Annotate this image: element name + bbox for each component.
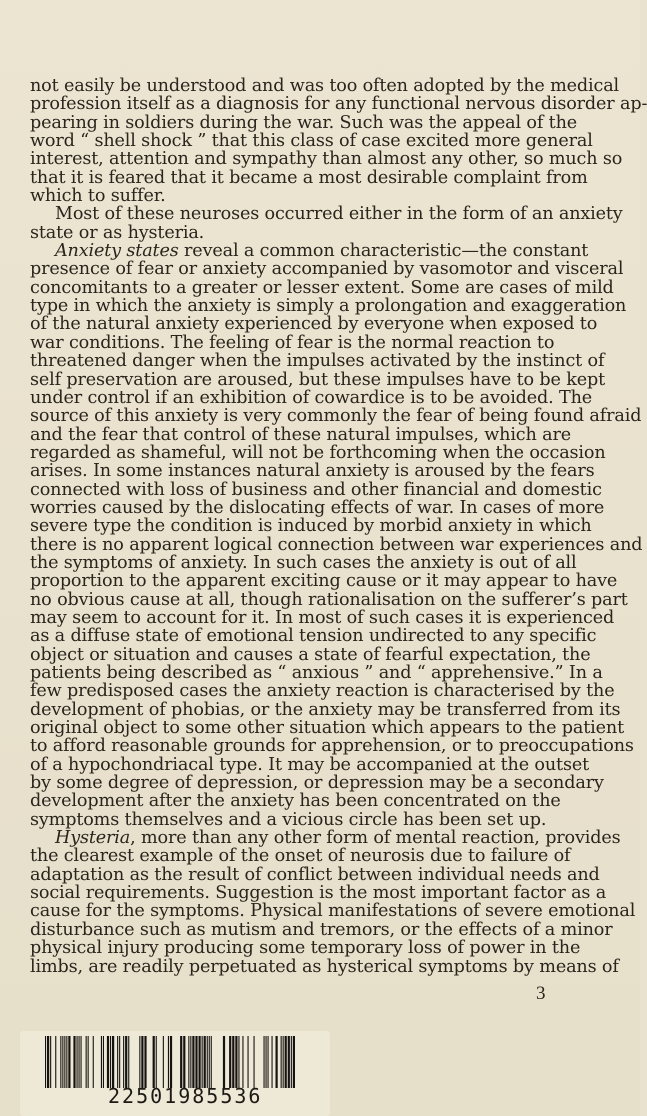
barcode-bar [188,1036,189,1088]
text-line: object or situation and causes a state of fearful expectation, the [30,644,591,665]
barcode-bar [47,1036,49,1088]
barcode-bar [285,1036,287,1088]
barcode-bar [110,1036,111,1088]
page-number: 3 [536,983,546,1004]
text-line: no obvious cause at all, though rationalisation on the sufferer’s part [30,589,628,610]
text-line: and the fear that control of these natural impulses, which are [30,424,571,445]
barcode-bar [45,1036,46,1088]
barcode-bar [156,1036,157,1088]
barcode-bar [112,1036,114,1088]
text-line: connected with loss of business and other financial and domestic [30,479,602,500]
text-line: regarded as shameful, will not be forthcoming when the occasion [30,442,606,463]
barcode-bar [183,1036,185,1088]
text-line: development of phobias, or the anxiety may be transferred from its [30,699,621,720]
barcode-bar [86,1036,87,1088]
barcode-bar [153,1036,155,1088]
barcode-bar [168,1036,169,1088]
text-line: war conditions. The feeling of fear is the normal reaction to [30,332,555,353]
text-line: symptoms themselves and a vicious circle has been set up. [30,809,547,830]
text-line: original object to some other situation which appears to the patient [30,718,624,739]
text-line: may seem to account for it. In most of such cases it is experienced [30,607,615,628]
barcode-bar [195,1036,197,1088]
text-line: arises. In some instances natural anxiety is aroused by the fears [30,461,595,482]
barcode-bar [264,1036,265,1088]
barcode-bar [291,1036,292,1088]
text-line: source of this anxiety is very commonly the fear of being found afraid [30,406,642,427]
text-line: few predisposed cases the anxiety reaction is characterised by the [30,681,615,702]
text-line: physical injury producing some temporary loss of power in the [30,938,581,959]
text-line: there is no apparent logical connection between war experiences and [30,534,643,555]
text-line: pearing in soldiers during the war. Such was the appeal of the [30,112,578,133]
barcode-bar [180,1036,182,1088]
text-line: patients being described as “ anxious ” and “ apprehensive.” In a [30,663,603,683]
barcode-bar [170,1036,172,1088]
text-line: threatened danger when the impulses activated by the instinct of [30,351,605,372]
barcode-bar [77,1036,78,1088]
text-line: Most of these neuroses occurred either in the form of an anxiety [55,204,623,225]
barcode-bar [163,1036,164,1088]
barcode-bar [55,1036,56,1088]
text-line: of a hypochondriacal type. It may be accompanied at the outset [30,754,590,775]
text-line: proportion to the apparent exciting cause or it may appear to have [30,571,618,592]
text-line: development after the anxiety has been concentrated on the [30,791,561,812]
barcode-bar [103,1036,104,1088]
barcode-bar [128,1036,129,1088]
text-line: limbs, are readily perpetuated as hysterical symptoms by means of [30,956,619,977]
text-line: type in which the anxiety is simply a prolongation and exaggeration [30,296,627,317]
text-line: the clearest example of the onset of neurosis due to failure of [30,846,571,867]
barcode-bar [117,1036,118,1088]
text-line: severe type the condition is induced by morbid anxiety in which [30,516,592,537]
barcode-bar [242,1036,243,1088]
barcode-bar [141,1036,143,1088]
text-line: worries caused by the dislocating effects of war. In cases of more [30,497,605,518]
barcode-bar [79,1036,80,1088]
text-line: the symptoms of anxiety. In such cases the anxiety is out of all [30,552,577,573]
barcode-bar [107,1036,109,1088]
barcode-bar [232,1036,234,1088]
barcode-bar [199,1036,201,1088]
barcode-bar [211,1036,212,1088]
barcode-number: 22501985536 [108,1084,263,1108]
barcode-bar [238,1036,239,1088]
barcode-bar [272,1036,273,1088]
text-line: social requirements. Suggestion is the most important factor as a [30,883,607,904]
barcode-bar [123,1036,124,1088]
barcode-bar [283,1036,284,1088]
text-line: interest, attention and sympathy than almost any other, so much so [30,149,623,170]
barcode-bar [288,1036,290,1088]
barcode-bar [229,1036,231,1088]
barcode-bar [190,1036,191,1088]
barcode-bar [235,1036,237,1088]
barcode-bar [276,1036,278,1088]
text-line: to afford reasonable grounds for apprehension, or to preoccupations [30,736,634,757]
barcode-bar [204,1036,206,1088]
text-line: Anxiety states reveal a common characteristic—the constant [55,241,589,262]
barcode-bar [81,1036,82,1088]
text-line: state or as hysteria. [30,222,205,243]
barcode-bar [64,1036,65,1088]
barcode-bar [73,1036,75,1088]
text-line: disturbance such as mutism and tremors, or the effects of a minor [30,919,613,940]
barcode-bar [192,1036,194,1088]
barcode-bar [88,1036,89,1088]
text-line: not easily be understood and was too often adopted by the medical [30,76,620,96]
barcode-bar [139,1036,140,1088]
barcode-bar [248,1036,249,1088]
text-line: that it is feared that it became a most desirable complaint from [30,167,588,188]
text-line: of the natural anxiety experienced by everyone when exposed to [30,314,598,335]
text-line: adaptation as the result of conflict between individual needs and [30,864,600,885]
barcode-bar [144,1036,146,1088]
barcode-bar [207,1036,208,1088]
barcode-bar [266,1036,267,1088]
barcode-bar [66,1036,67,1088]
barcode-bar [254,1036,255,1088]
body-text [30,76,647,977]
barcode-bar [125,1036,127,1088]
barcode-bar [50,1036,51,1088]
text-line: presence of fear or anxiety accompanied by vasomotor and visceral [30,259,624,280]
barcode-bar [101,1036,102,1088]
text-line: by some degree of depression, or depression may be a secondary [30,773,604,794]
barcode-bar [268,1036,269,1088]
text-line: profession itself as a diagnosis for any functional nervous disorder ap- [30,94,647,115]
barcode-bar [223,1036,225,1088]
barcode-bar [281,1036,282,1088]
text-line: concomitants to a greater or lesser extent. Some are cases of mild [30,277,614,298]
text-line: under control if an exhibition of cowardice is to be avoided. The [30,387,593,408]
barcode-bar [68,1036,70,1088]
text-line: cause for the symptoms. Physical manifestations of severe emotional [30,901,636,922]
barcode-bar [202,1036,203,1088]
text-line: self preservation are aroused, but these impulses have to be kept [30,369,606,390]
text-line: which to suffer. [30,186,166,207]
barcode-bar [209,1036,210,1088]
text-line: Hysteria, more than any other form of mental reaction, provides [55,828,621,849]
barcode-bar [293,1036,295,1088]
barcode-bar [62,1036,63,1088]
barcode-bar [119,1036,120,1088]
barcode-bar [93,1036,94,1088]
text-line: word “ shell shock ” that this class of case excited more general [30,131,593,152]
barcode-bar [60,1036,61,1088]
barcode-icon [45,1036,300,1088]
text-line: as a diffuse state of emotional tension undirected to any specific [30,626,597,647]
